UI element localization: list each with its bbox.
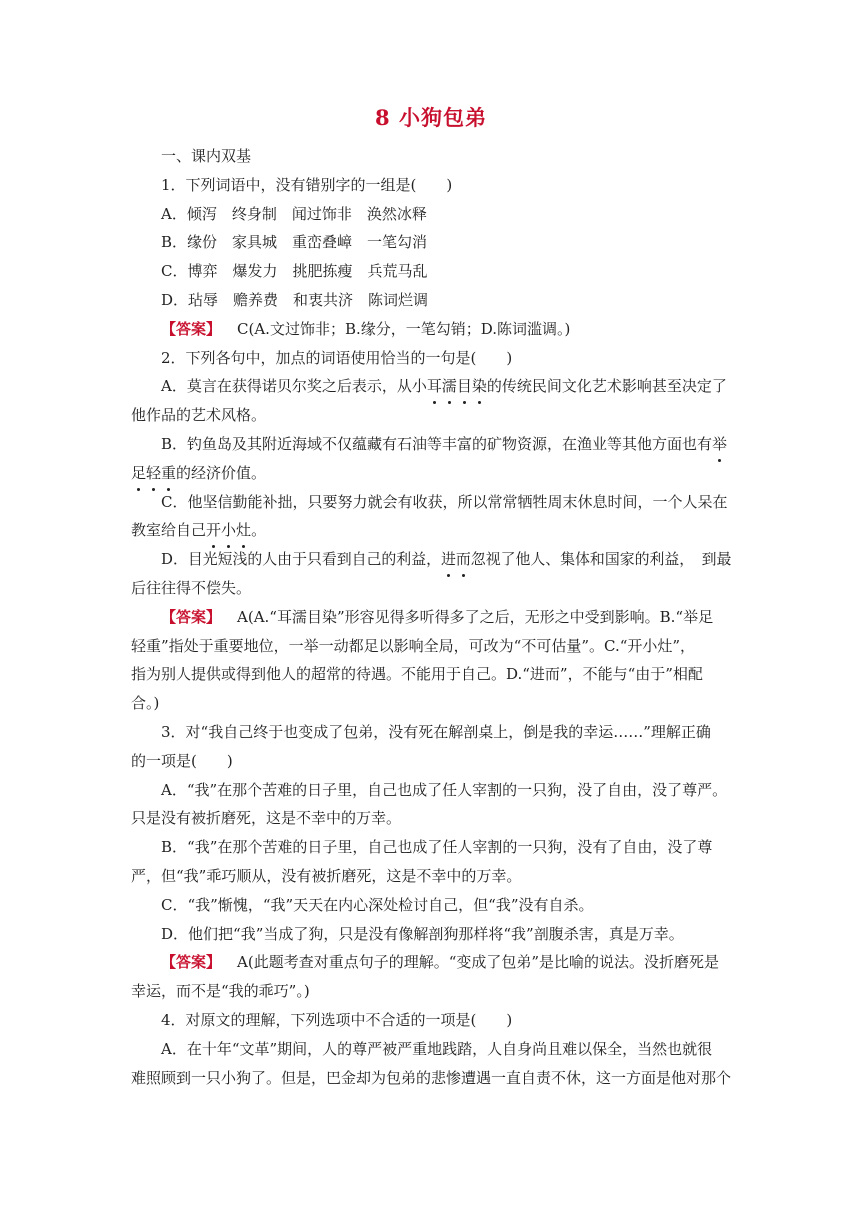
q3-answer [131, 948, 731, 977]
emphasis-char: 濡 [442, 372, 457, 401]
q1-option-a: A．倾泻 终身制 闻过饰非 涣然冰释 [161, 204, 427, 223]
q2-d-text: 忽视了他人、集体和国家的利益， 到最 [470, 550, 732, 569]
q1-stem: 1．下列词语中，没有错别字的一组是( ) [161, 175, 453, 194]
q2-answer-cont: 轻重”指处于重要地位，一举一动都足以影响全局，可改为“不可估量”。C.“开小灶”， [131, 636, 696, 655]
q4-option-a: A．在十年“文革”期间，人的尊严被严重地践踏，人自身尚且难以保全，当然也就很 [161, 1039, 713, 1058]
q3-stem: 3．对“我自己终于也变成了包弟，没有死在解剖桌上，倒是我的幸运……”理解正确 [161, 722, 711, 741]
answer-badge: 【答案】 [161, 953, 222, 972]
q3-option-c: C．“我”惭愧，“我”天天在内心深处检讨自己，但“我”没有自杀。 [161, 895, 594, 914]
q2-option-b [131, 430, 731, 459]
answer-badge: 【答案】 [161, 319, 222, 338]
q3-answer-cont: 幸运，而不是“我的乖巧”。) [131, 982, 310, 1001]
emphasis-char: 轻 [146, 459, 161, 488]
emphasis-char: 染 [472, 372, 487, 401]
q2-stem: 2．下列各句中，加点的词语使用恰当的一句是( ) [161, 348, 513, 367]
emphasis-char: 开 [206, 516, 221, 545]
q2-answer-cont: 指为别人提供或得到他人的超常的待遇。不能用于自己。D.“进而”，不能与“由于”相配 [131, 665, 703, 684]
section-heading: 一、课内双基 [161, 147, 252, 165]
q2-option-b-cont [131, 459, 731, 488]
q2-b-text: 的经济价值。 [176, 463, 267, 482]
q2-a-text: 的传统民间文化艺术影响甚至决定了 [486, 377, 727, 396]
page-title: 8 小狗包弟 [375, 105, 487, 130]
q2-option-d-cont: 后往往得不偿失。 [131, 578, 252, 597]
q1-option-d: D．玷辱 赡养费 和衷共济 陈词烂调 [161, 290, 429, 309]
emphasis-char: 小 [221, 516, 236, 545]
q3-answer-text: A(此题考查对重点句子的理解。“变成了包弟”是比喻的说法。没折磨死是 [237, 953, 720, 972]
q1-answer [131, 315, 731, 344]
q3-option-b-cont: 严，但“我”乖巧顺从，没有被折磨死，这是不幸中的万幸。 [131, 866, 522, 885]
q3-option-d: D．他们把“我”当成了狗，只是没有像解剖狗那样将“我”剖腹杀害，真是万幸。 [161, 924, 684, 943]
q2-d-text: D．目光短浅的人由于只看到自己的利益， [161, 550, 441, 569]
q2-option-a-cont: 他作品的艺术风格。 [131, 406, 267, 425]
q2-option-c: C．他坚信勤能补拙，只要努力就会有收获，所以常常牺牲周末休息时间，一个人呆在 [161, 492, 728, 511]
document-page [131, 100, 731, 1092]
q2-answer [131, 603, 731, 632]
emphasis-char: 耳 [427, 372, 442, 401]
q3-option-a-cont: 只是没有被折磨死，这是不幸中的万幸。 [131, 809, 402, 828]
q4-stem: 4．对原文的理解，下列选项中不合适的一项是( ) [161, 1010, 513, 1029]
q1-answer-text: C(A.文过饰非；B.缘分，一笔勾销；D.陈词滥调。) [237, 319, 571, 338]
emphasis-char: 而 [456, 545, 471, 574]
q2-answer-cont: 合。) [131, 694, 160, 713]
answer-badge: 【答案】 [161, 607, 222, 626]
q1-option-c: C．博弈 爆发力 挑肥拣瘦 兵荒马乱 [161, 262, 428, 281]
emphasis-char: 灶 [236, 516, 251, 545]
q3-option-b: B．“我”在那个苦难的日子里，自己也成了任人宰割的一只狗，没有了自由，没了尊 [161, 838, 713, 857]
q2-option-d [131, 545, 731, 574]
q4-option-a-cont: 难照顾到一只小狗了。但是，巴金却为包弟的悲惨遭遇一直自责不休，这一方面是他对那个 [131, 1068, 732, 1087]
q3-stem-cont: 的一项是( ) [131, 751, 233, 770]
q2-b-text: B．钓鱼岛及其附近海域不仅蕴藏有石油等丰富的矿物资源，在渔业等其他方面也有 [161, 434, 713, 453]
q1-option-b: B．缘份 家具城 重峦叠嶂 一笔勾消 [161, 233, 428, 252]
emphasis-char: 重 [161, 459, 176, 488]
q2-c-text: 教室给自己 [131, 521, 207, 540]
q3-option-a: A．“我”在那个苦难的日子里，自己也成了任人宰割的一只狗，没了自由，没了尊严。 [161, 780, 728, 799]
emphasis-char: 足 [131, 459, 146, 488]
q2-c-text: 。 [251, 521, 267, 540]
q2-option-a [131, 372, 731, 401]
emphasis-char: 目 [457, 372, 472, 401]
q2-a-text: A．莫言在获得诺贝尔奖之后表示，从小 [161, 377, 427, 396]
emphasis-char: 举 [712, 430, 727, 459]
q2-answer-text: A(A.“耳濡目染”形容见得多听得多了之后，无形之中受到影响。B.“举足 [237, 607, 714, 626]
emphasis-char: 进 [441, 545, 456, 574]
q2-option-c-cont [131, 516, 731, 545]
